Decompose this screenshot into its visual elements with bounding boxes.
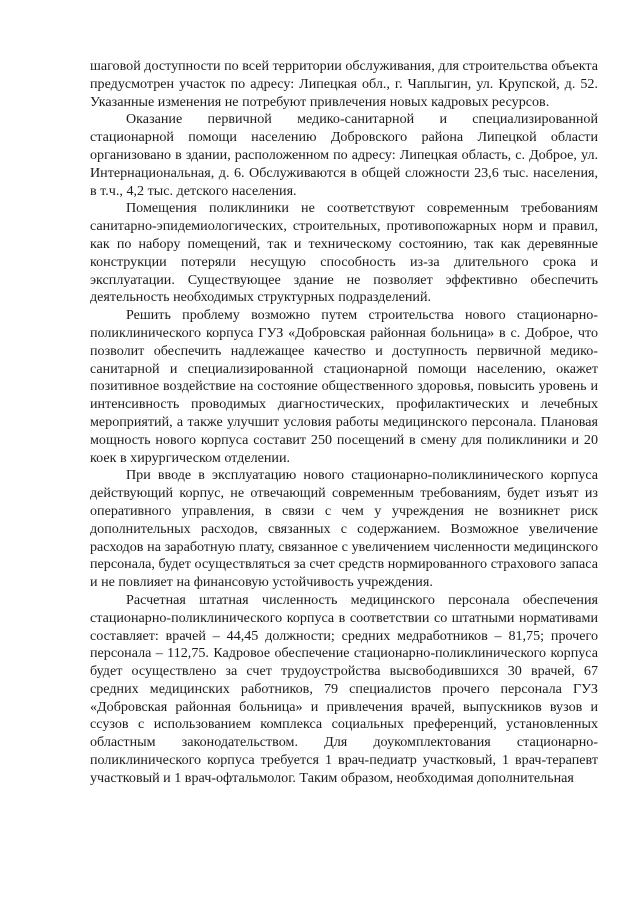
- paragraph-continuation: шаговой доступности по всей территории обслуживания, для строительства объекта предусмотрен участок по адресу: Липецкая обл., г. Чаплыгин, ул. Крупской, д. 52. Указанные изменения не потребуют привлечения новых кадровых ресурсов.: [90, 58, 598, 110]
- paragraph-premises: Помещения поликлиники не соответствуют современным требованиям санитарно-эпидемиологических, строительных, противопожарных норм и правил, как по набору помещений, так и техническому состоянию, так как деревянные конструкции потеряли несущую способность из-за длительного срока и эксплуатации. Существующее здание не позволяет эффективно обеспечить деятельность необходимых структурных подразделений.: [90, 200, 598, 306]
- paragraph-commissioning: При вводе в эксплуатацию нового стационарно-поликлинического корпуса действующий корпус, не отвечающий современным требованиям, будет изъят из оперативного управления, в связи с чем у учреждения не возникнет риск дополнительных расходов, связанных с содержанием. Возможное увеличение расходов на заработную плату, связанное с увеличением численности медицинского персонала, будет осуществляться за счет средств нормированного страхового запаса и не повлияет на финансовую устойчивость учреждения.: [90, 467, 598, 591]
- document-page: [90, 58, 598, 788]
- paragraph-solution: Решить проблему возможно путем строительства нового стационарно-поликлинического корпуса ГУЗ «Добровская районная больница» в с. Доброе, что позволит обеспечить надлежащее качество и доступность первичной медико-санитарной и специализированной стационарной помощи населению, окажет позитивное воздействие на состояние общественного здоровья, повысить уровень и интенсивность проводимых диагностических, профилактических и лечебных мероприятий, а также улучшит условия работы медицинского персонала. Плановая мощность нового корпуса составит 250 посещений в смену для поликлиники и 20 коек в хирургическом отделении.: [90, 307, 598, 466]
- paragraph-medical-care: Оказание первичной медико-санитарной и специализированной стационарной помощи населению Добровского района Липецкой области организовано в здании, расположенном по адресу: Липецкая область, с. Доброе, ул. Интернациональная, д. 6. Обслуживаются в общей сложности 23,6 тыс. населения, в т.ч., 4,2 тыс. детского населения.: [90, 111, 598, 199]
- paragraph-staffing: Расчетная штатная численность медицинского персонала обеспечения стационарно-поликлинического корпуса в соответствии со штатными нормативами составляет: врачей – 44,45 должности; средних медработников – 81,75; прочего персонала – 112,75. Кадровое обеспечение стационарно-поликлинического корпуса будет осуществлено за счет трудоустройства высвободившихся 30 врачей, 67 средних медицинских работников, 79 специалистов прочего персонала ГУЗ «Добровская районная больница» и привлечения врачей, выпускников вузов и ссузов с использованием комплекса социальных преференций, установленных областным законодательством. Для доукомплектования стационарно-поликлинического корпуса требуется 1 врач-педиатр участковый, 1 врач-терапевт участковый и 1 врач-офтальмолог. Таким образом, необходимая дополнительная: [90, 591, 598, 786]
